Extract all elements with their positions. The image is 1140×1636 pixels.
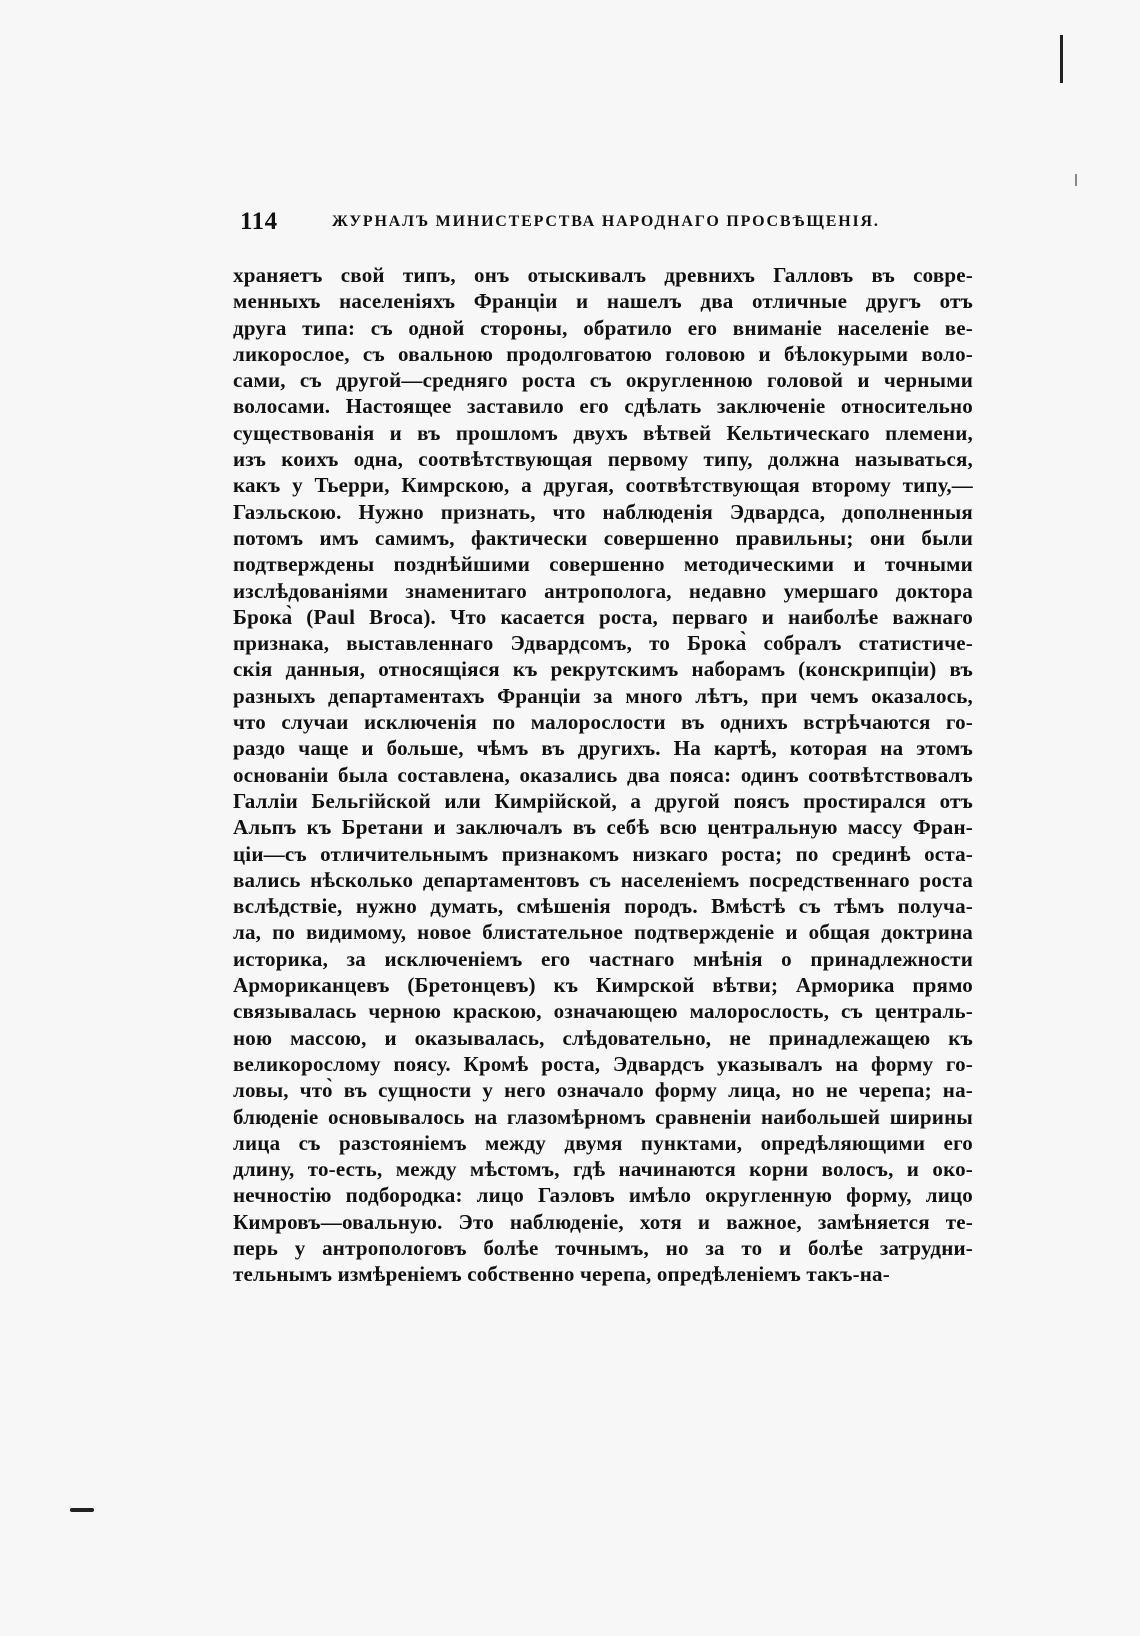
text-line: волосами. Настоящее заставило его сдѣлать заключеніе относительно — [233, 394, 973, 419]
text-line: Галліи Бельгійской или Кимрійской, а другой поясъ простирался отъ — [233, 788, 973, 813]
text-line: скія данныя, относящіяся къ рекрутскимъ наборамъ (конскрипціи) въ — [233, 657, 973, 682]
text-line: Альпъ къ Бретани и заключалъ въ себѣ всю центральную массу Фран- — [233, 815, 973, 840]
text-line: разныхъ департаментахъ Франціи за много лѣтъ, при чемъ оказалось, — [233, 683, 973, 708]
text-line: тельнымъ измѣреніемъ собственно черепа, опредѣленіемъ такъ-на- — [233, 1262, 890, 1287]
text-line: признака, выставленнаго Эдвардсомъ, то Брока̀ собралъ статистиче- — [233, 631, 973, 656]
text-line: вались нѣсколько департаментовъ съ населеніемъ посредственнаго роста — [233, 867, 973, 892]
text-line: лица съ разстояніемъ между двумя пунктами, опредѣляющими его — [233, 1130, 973, 1155]
text-line: друга типа: съ одной стороны, обратило его вниманіе населеніе ве- — [233, 315, 973, 340]
text-line: ловы, что̀ въ сущности у него означало форму лица, но не черепа; на- — [233, 1078, 973, 1103]
text-line: историка, за исключеніемъ его частнаго мнѣнія о принадлежности — [233, 946, 973, 971]
text-line: связывалась черною краскою, означающею малорослость, съ централь- — [233, 999, 973, 1024]
body-text — [233, 262, 973, 1288]
page-header — [240, 208, 880, 248]
text-line: сами, съ другой—средняго роста съ округленною головой и черными — [233, 368, 973, 393]
text-line: изслѣдованіями знаменитаго антрополога, недавно умершаго доктора — [233, 578, 973, 603]
text-line: ціи—съ отличительнымъ признакомъ низкаго роста; по срединѣ оста- — [233, 841, 973, 866]
text-line: подтверждены позднѣйшими совершенно методическими и точными — [233, 552, 973, 577]
text-line: что случаи исключенія по малорослости въ однихъ встрѣчаются го- — [233, 710, 973, 735]
text-line: ликорослое, съ овальною продолговатою головою и бѣлокурыми воло- — [233, 341, 973, 366]
text-line: Гаэльскою. Нужно признать, что наблюденія Эдвардса, дополненныя — [233, 499, 973, 524]
text-line: Арморикaнцевъ (Бретонцевъ) къ Кимрской вѣтви; Арморика прямо — [233, 973, 973, 998]
text-line: блюденіе основывалось на глазомѣрномъ сравненіи наибольшей ширины — [233, 1104, 973, 1129]
text-line: вслѣдствіе, нужно думать, смѣшенія породъ. Вмѣстѣ съ тѣмъ получа- — [233, 894, 973, 919]
text-line: менныхъ населеніяхъ Франціи и нашелъ два отличные другъ отъ — [233, 289, 973, 314]
text-line: нечностію подбородка: лицо Гаэловъ имѣло округленную форму, лицо — [233, 1183, 973, 1208]
text-line: Кимровъ—овальную. Это наблюденіе, хотя и важное, замѣняется те- — [233, 1209, 973, 1234]
margin-dash-mark — [70, 1508, 94, 1512]
running-title: ЖУРНАЛЪ МИНИСТЕРСТВА НАРОДНАГО ПРОСВѢЩЕНІЯ. — [332, 213, 880, 230]
page-number: 114 — [240, 208, 278, 235]
text-line: существованія и въ прошломъ двухъ вѣтвей Кельтическаго племени, — [233, 420, 973, 445]
text-line: Брока̀ (Paul Broca). Что касается роста, перваго и наиболѣе важнаго — [233, 604, 973, 629]
text-line: длину, то-есть, между мѣстомъ, гдѣ начинаются корни волосъ, и око- — [233, 1157, 973, 1182]
margin-speck-mark — [1075, 174, 1077, 186]
text-line: основаніи была составлена, оказались два пояса: одинъ соотвѣтствовалъ — [233, 762, 973, 787]
text-line: храняетъ свой типъ, онъ отыскивалъ древнихъ Галловъ въ совре- — [233, 263, 973, 287]
text-line: потомъ имъ самимъ, фактически совершенно правильны; они были — [233, 525, 973, 550]
text-line: ною массою, и оказывалась, слѣдовательно, не принадлежащею къ — [233, 1025, 973, 1050]
text-line: великорослому поясу. Кромѣ роста, Эдвардсъ указывалъ на форму го- — [233, 1051, 973, 1076]
text-line: раздо чаще и больше, чѣмъ въ другихъ. На картѣ, которая на этомъ — [233, 736, 973, 761]
text-line: перь у антропологовъ болѣе точнымъ, но за то и болѣе затрудни- — [233, 1235, 973, 1260]
text-line: изъ коихъ одна, соотвѣтствующая первому типу, должна называться, — [233, 447, 973, 472]
margin-rule-mark — [1060, 35, 1063, 83]
text-line: какъ у Тьерри, Кимрскою, а другая, соотвѣтствующая второму типу,— — [233, 473, 973, 498]
text-line: ла, по видимому, новое блистательное подтвержденіе и общая доктрина — [233, 920, 973, 945]
